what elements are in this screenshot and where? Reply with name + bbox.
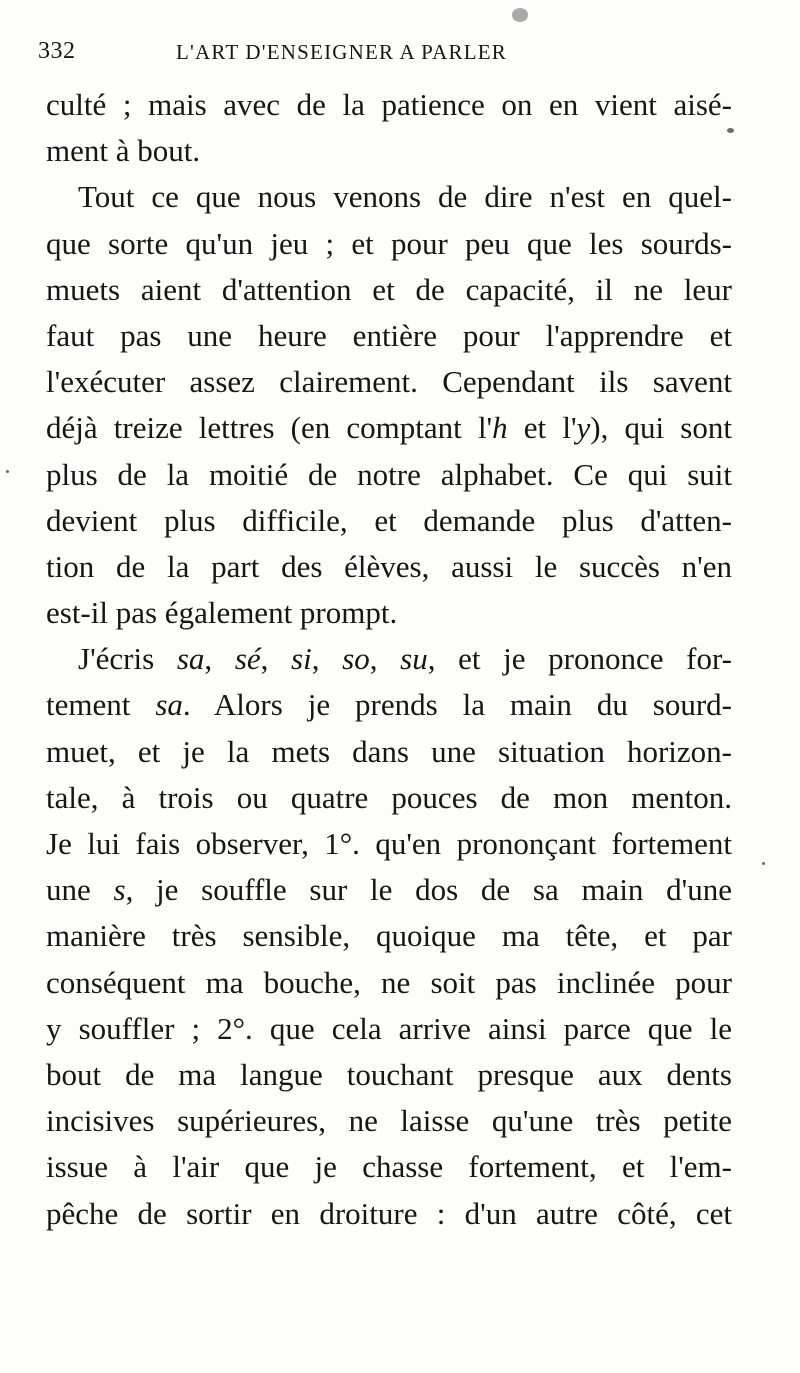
italic-syllable: sa — [176, 641, 205, 677]
text-line: culté ; mais avec de la patience on en vient aisé- — [46, 87, 732, 122]
paper-speck — [512, 8, 528, 22]
line-fragment: ), qui sont — [590, 410, 732, 446]
italic-letter-s: s — [113, 872, 126, 908]
line-fragment: tement — [46, 687, 131, 723]
running-head — [38, 38, 598, 72]
text-line: devient plus difficile, et demande plus d'atten- — [46, 502, 732, 538]
text-line: incisives supérieures, ne laisse qu'une très petite — [46, 1103, 732, 1139]
line-fragment: J'écris — [78, 641, 177, 677]
paper-speck — [727, 128, 734, 133]
text-line — [46, 405, 732, 451]
text-line — [46, 682, 732, 728]
page-number: 332 — [38, 38, 76, 64]
line-fragment: déjà treize lettres (en comptant l' — [46, 410, 493, 446]
line-fragment: . Alors je prends la main du sourd- — [182, 687, 733, 723]
italic-syllable: so — [342, 641, 370, 677]
line-fragment: , — [260, 641, 292, 677]
text-line: tale, à trois ou quatre pouces de mon menton. — [46, 779, 732, 815]
line-fragment: , je souffle sur le dos de sa main d'une — [125, 872, 732, 908]
body-text — [46, 82, 732, 1237]
text-line: Je lui fais observer, 1°. qu'en prononçant fortement — [46, 826, 732, 861]
italic-syllable: si — [291, 641, 312, 677]
text-line: faut pas une heure entière pour l'apprendre et — [46, 317, 732, 353]
text-line: conséquent ma bouche, ne soit pas inclinée pour — [46, 964, 732, 1000]
line-fragment: , — [311, 641, 343, 677]
line-fragment: , et je prononce for- — [427, 641, 733, 677]
text-line: plus de la moitié de notre alphabet. Ce qui suit — [46, 456, 732, 492]
line-fragment: , — [204, 641, 235, 677]
text-line: manière très sensible, quoique ma tête, et par — [46, 918, 732, 954]
text-line: bout de ma langue touchant presque aux dents — [46, 1056, 732, 1092]
italic-letter-y: y — [576, 410, 591, 446]
text-line: est-il pas également prompt. — [46, 595, 398, 631]
text-line: que sorte qu'un jeu ; et pour peu que les sourds- — [46, 225, 732, 261]
italic-syllable: sa — [155, 687, 183, 723]
text-line: muet, et je la mets dans une situation horizon- — [46, 733, 732, 769]
paragraph-first-line: Tout ce que nous venons de dire n'est en quel- — [78, 179, 732, 215]
text-line: issue à l'air que je chasse fortement, et l'em- — [46, 1149, 732, 1185]
paper-speck — [6, 470, 9, 473]
text-line — [46, 867, 732, 913]
text-line: y souffler ; 2°. que cela arrive ainsi parce que le — [46, 1010, 732, 1046]
text-line: tion de la part des élèves, aussi le succès n'en — [46, 548, 732, 584]
italic-letter-h: h — [492, 410, 508, 446]
paragraph-first-line — [46, 636, 732, 682]
text-line: ment à bout. — [46, 133, 201, 169]
italic-syllable: su — [400, 641, 428, 677]
italic-syllable: sé — [234, 641, 261, 677]
line-fragment: une — [46, 872, 91, 908]
paper-speck — [762, 862, 765, 865]
line-fragment: , — [369, 641, 401, 677]
text-line: l'exécuter assez clairement. Cependant ils savent — [46, 364, 732, 400]
running-title: L'ART D'ENSEIGNER A PARLER — [176, 40, 507, 64]
text-line: pêche de sortir en droiture : d'un autre côté, cet — [46, 1195, 732, 1231]
line-fragment: et l' — [507, 410, 577, 446]
text-line: muets aient d'attention et de capacité, il ne leur — [46, 271, 732, 307]
